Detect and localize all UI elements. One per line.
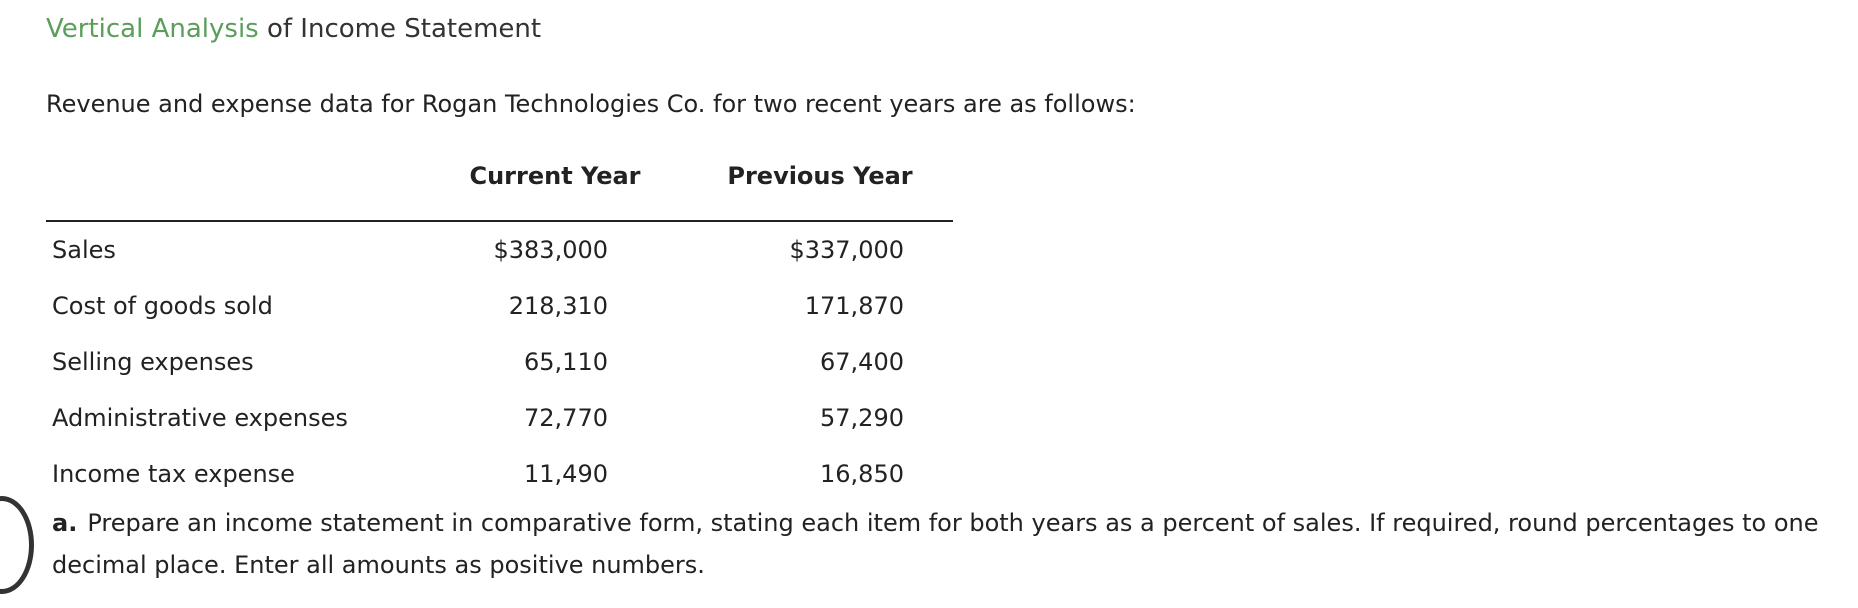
table-row bbox=[46, 278, 953, 334]
previous-year-value: 171,870 bbox=[804, 292, 904, 320]
page-title-rest: of Income Statement bbox=[266, 14, 542, 44]
problem-intro: Revenue and expense data for Rogan Technologies Co. for two recent years are as follows: bbox=[46, 90, 1136, 118]
page-title bbox=[46, 14, 541, 44]
table-header-row bbox=[46, 148, 953, 221]
current-year-value: 218,310 bbox=[508, 292, 608, 320]
table-header-blank bbox=[46, 148, 423, 221]
row-label: Administrative expenses bbox=[52, 404, 348, 432]
previous-year-value: 67,400 bbox=[820, 348, 904, 376]
previous-year-value: 16,850 bbox=[820, 460, 904, 488]
current-year-value: 65,110 bbox=[524, 348, 608, 376]
table-row bbox=[46, 390, 953, 446]
current-year-value: 11,490 bbox=[524, 460, 608, 488]
previous-year-value: 57,290 bbox=[820, 404, 904, 432]
row-label: Income tax expense bbox=[52, 460, 295, 488]
table-row bbox=[46, 334, 953, 390]
question-part-a bbox=[52, 502, 1852, 586]
question-marker: a. bbox=[52, 509, 78, 537]
row-label: Selling expenses bbox=[52, 348, 254, 376]
vertical-analysis-link[interactable]: Vertical Analysis bbox=[46, 14, 259, 44]
column-header-current-year: Current Year bbox=[469, 162, 641, 190]
column-header-previous-year: Previous Year bbox=[727, 162, 913, 190]
current-year-value: $383,000 bbox=[493, 236, 608, 264]
part-indicator-circle bbox=[0, 496, 34, 594]
row-label: Sales bbox=[52, 236, 116, 264]
question-text: Prepare an income statement in comparative form, stating each item for both years as a percent of sales. If required, round percentages to one decimal place. Enter all amounts as positive numbers. bbox=[52, 509, 1819, 579]
current-year-value: 72,770 bbox=[524, 404, 608, 432]
table-row bbox=[46, 221, 953, 278]
financial-data-table bbox=[46, 148, 953, 502]
previous-year-value: $337,000 bbox=[789, 236, 904, 264]
table-row bbox=[46, 446, 953, 502]
row-label: Cost of goods sold bbox=[52, 292, 273, 320]
